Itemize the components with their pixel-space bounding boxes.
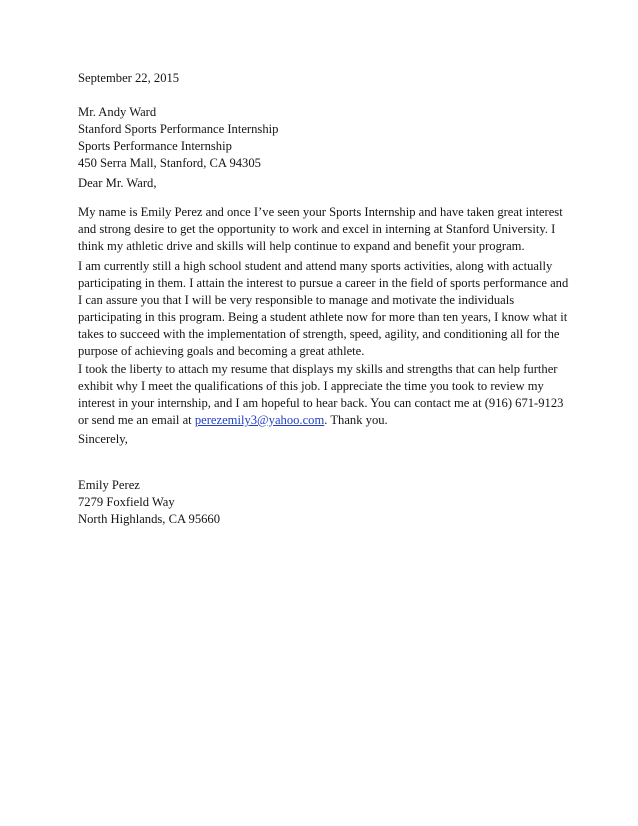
salutation-line: Dear Mr. Ward, [78,176,157,190]
paragraph-line: think my athletic drive and skills will help continue to expand and benefit your program. [78,239,525,253]
salutation [78,175,157,192]
recipient-line: Sports Performance Internship [78,139,232,153]
paragraph-line: participating in this program. Being a student athlete now for more than ten years, I know what it [78,310,568,324]
body-paragraph-1 [78,204,563,255]
paragraph-line [78,412,563,429]
signature-block [78,477,220,528]
body-paragraph-2 [78,258,568,360]
paragraph-line: My name is Emily Perez and once I’ve seen your Sports Internship and have taken great interest [78,205,563,219]
signature-city: North Highlands, CA 95660 [78,512,221,526]
date-line: September 22, 2015 [78,71,180,85]
paragraph-line: I am currently still a high school student and attend many sports activities, along with actually [78,259,553,273]
recipient-line: Stanford Sports Performance Internship [78,122,279,136]
recipient-address [78,104,278,172]
email-link[interactable]: perezemily3@yahoo.com [194,413,325,427]
paragraph-line: exhibit why I meet the qualifications of this job. I appreciate the time you took to review my [78,379,544,393]
paragraph-line: interest in your internship, and I am hopeful to hear back. You can contact me at (916) 671-9123 [78,396,564,410]
paragraph-line: and strong desire to get the opportunity to work and excel in interning at Stanford University. I [78,222,556,236]
letter-date [78,70,179,87]
closing-thanks-text: . Thank you. [324,413,388,427]
email-prefix-text: or send me an email at [78,413,195,427]
recipient-line: 450 Serra Mall, Stanford, CA 94305 [78,156,261,170]
recipient-line: Mr. Andy Ward [78,105,157,119]
paragraph-line: participating in them. I attain the interest to pursue a career in the field of sports performance and [78,276,569,290]
signature-name: Emily Perez [78,478,140,492]
paragraph-line: purpose of achieving goals and becoming a great athlete. [78,344,365,358]
body-paragraph-3 [78,361,563,429]
closing-line: Sincerely, [78,432,128,446]
paragraph-line: I took the liberty to attach my resume that displays my skills and strengths that can help further [78,362,558,376]
paragraph-line: I can assure you that I will be very responsible to manage and motivate the individuals [78,293,515,307]
paragraph-line: takes to succeed with the implementation of strength, speed, agility, and conditioning all for the [78,327,560,341]
signature-street: 7279 Foxfield Way [78,495,175,509]
closing [78,431,128,448]
